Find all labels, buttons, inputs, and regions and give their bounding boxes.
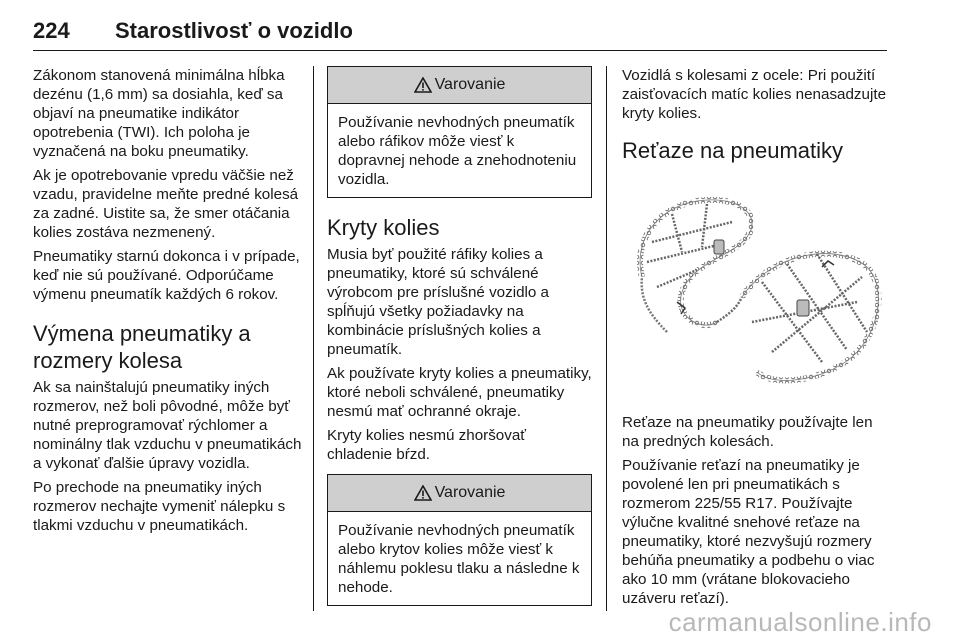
watermark: carmanualsonline.info xyxy=(668,607,932,637)
warning-triangle-icon xyxy=(414,485,432,501)
paragraph-front-wheels: Reťaze na pneumatiky používajte len na predných kolesách. xyxy=(622,414,873,450)
heading-snow-chains: Reťaze na pneumatiky xyxy=(622,138,844,163)
page-number: 224 xyxy=(33,18,70,43)
paragraph-aging: Pneumatiky starnú dokonca i v prípade, keď nie sú používané. Odporúčame výmenu pneumatík každých 6 rokov. xyxy=(33,248,300,303)
column-divider-2 xyxy=(606,66,607,611)
paragraph-rotation: Ak je opotrebovanie vpredu väčšie než vzadu, pravidelne meňte predné kolesá za zadné. Uistite sa, že smer otáčania kolies zostáva nezmenený. xyxy=(33,167,299,241)
paragraph-tread-depth: Zákonom stanovená minimálna hĺbka dezénu (1,6 mm) sa dosiahla, keď sa objaví na pneumatike indikátor opotrebenia (TWI). Ich poloha je vyznačená na boku pneumatiky. xyxy=(33,67,285,160)
paragraph-pressure-label: Po prechode na pneumatiky iných rozmerov nechajte vymeniť nálepku s tlakmi vzduchu v pneumatikách. xyxy=(33,479,286,534)
paragraph-chain-size: Používanie reťazí na pneumatiky je povolené len pri pneumatikách s rozmerom 225/55 R17. Používajte výlučne kvalitné snehové reťaze na pneumatiky, ktoré nezvyšujú rozmery behúňa pneumatiky a podbehu o viac ako 10 mm (vrátane blokovacieho uzáveru reťazí). xyxy=(622,457,875,607)
heading-wheel-covers: Kryty kolies xyxy=(327,215,440,240)
paragraph-protective-edges: Ak používate kryty kolies a pneumatiky, ktoré neboli schválené, pneumatiky nesmú mať ochranné okraje. xyxy=(327,365,592,420)
column-2 xyxy=(327,66,592,612)
heading-tire-change: Výmena pneumatiky a rozmery kolesa xyxy=(33,321,251,373)
page-title: Starostlivosť o vozidlo xyxy=(115,18,353,43)
paragraph-brake-cooling: Kryty kolies nesmú zhoršovať chladenie bŕzd. xyxy=(327,427,526,463)
page-header xyxy=(33,10,887,51)
warning-box-covers xyxy=(327,474,592,606)
paragraph-steel-wheels: Vozidlá s kolesami z ocele: Pri použití zaisťovacích matíc kolies nenasadzujte kryty kolies. xyxy=(622,67,887,122)
column-divider-1 xyxy=(313,66,314,611)
warning-box-rims xyxy=(327,66,592,198)
warning-triangle-icon xyxy=(414,77,432,93)
paragraph-approved-rims: Musia byť použité ráfiky kolies a pneumatiky, ktoré sú schválené výrobcom pre príslušné vozidlo a spĺňujú všetky požiadavky na kombinácie príslušných kolies a pneumatík. xyxy=(327,246,550,358)
warning-title: Varovanie xyxy=(434,484,506,501)
warning-header xyxy=(328,67,591,104)
warning-title: Varovanie xyxy=(434,76,506,93)
warning-header xyxy=(328,475,591,512)
warning-text: Používanie nevhodných pneumatík alebo ráfikov môže viesť k dopravnej nehode a znehodnoteniu vozidla. xyxy=(338,114,577,188)
column-1 xyxy=(33,66,303,540)
paragraph-other-sizes: Ak sa nainštalujú pneumatiky iných rozmerov, než boli pôvodné, môže byť nutné preprogramovať rýchlomer a nominálny tlak vzduchu v pneumatikách a vykonať ďalšie úpravy vozidla. xyxy=(33,379,302,472)
snow-chains-illustration xyxy=(622,182,884,394)
warning-text: Používanie nevhodných pneumatík alebo krytov kolies môže viesť k náhlemu poklesu tlaku a následne k nehode. xyxy=(338,522,580,596)
column-3 xyxy=(622,66,890,613)
